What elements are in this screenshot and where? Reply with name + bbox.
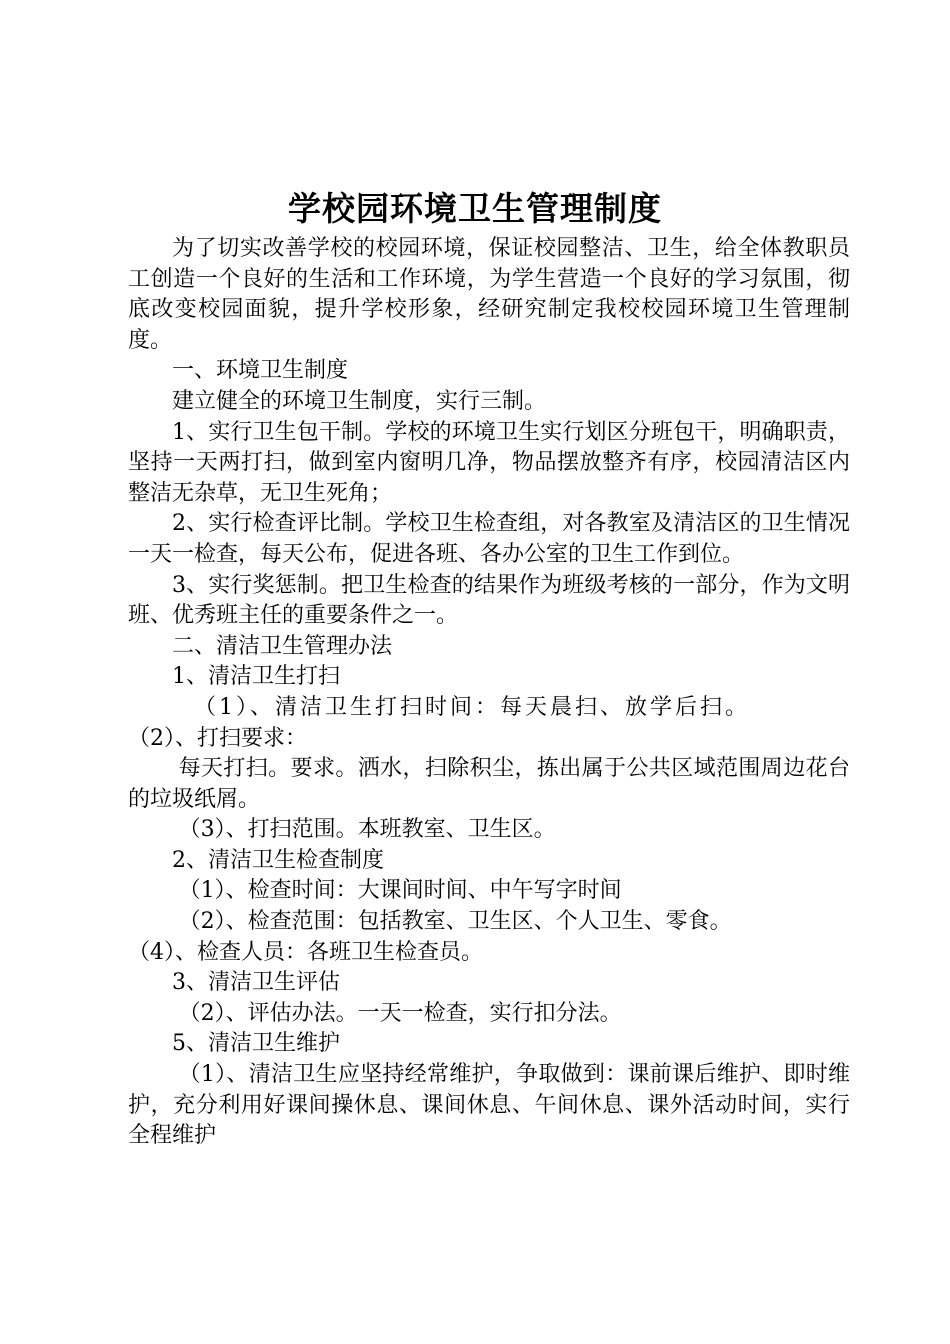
paragraph: （2）、检查范围：包括教室、卫生区、个人卫生、零食。 xyxy=(178,909,732,935)
paragraph: （2）、评估办法。一天一检查，实行扣分法。 xyxy=(178,1000,622,1026)
paragraph-item-2: 2、实行检查评比制。学校卫生检查组，对各教室及清洁区的卫生情况一天一检查，每天公布，促进各班、各办公室的卫生工作到位。 xyxy=(128,511,850,567)
paragraph: （3）、打扫范围。本班教室、卫生区。 xyxy=(178,817,556,843)
subheading: 1、清洁卫生打扫 xyxy=(172,664,340,690)
document-body xyxy=(128,234,850,1152)
subheading: 2、清洁卫生检查制度 xyxy=(172,847,384,873)
paragraph-intro: 为了切实改善学校的校园环境，保证校园整洁、卫生，给全体教职员工创造一个良好的生活和工作环境，为学生营造一个良好的学习氛围，彻底改变校园面貌，提升学校形象，经研究制定我校校园环境卫生管理制度。 xyxy=(128,236,850,353)
paragraph: （1）、清洁卫生打扫时间：每天晨扫、放学后扫。 xyxy=(194,694,750,720)
subheading: 5、清洁卫生维护 xyxy=(172,1031,340,1057)
paragraph-item-3: 3、实行奖惩制。把卫生检查的结果作为班级考核的一部分，作为文明班、优秀班主任的重要条件之一。 xyxy=(128,572,850,629)
paragraph: （4）、检查人员：各班卫生检查员。 xyxy=(128,939,483,965)
paragraph: （1）、清洁卫生应坚持经常维护，争取做到：课前课后维护、即时维护，充分利用好课间操休息、课间休息、午间休息、课外活动时间，实行全程维护 xyxy=(128,1062,850,1149)
paragraph: 建立健全的环境卫生制度，实行三制。 xyxy=(172,388,547,414)
document-title: 学校园环境卫生管理制度 xyxy=(288,189,662,228)
subheading: 3、清洁卫生评估 xyxy=(172,970,340,996)
paragraph: （1）、检查时间：大课间时间、中午写字时间 xyxy=(178,878,622,904)
heading-section-1: 一、环境卫生制度 xyxy=(172,358,349,384)
paragraph: （2）、打扫要求： xyxy=(128,725,307,751)
paragraph: 每天打扫。要求。洒水，扫除积尘，拣出属于公共区域范围周边花台的垃圾纸屑。 xyxy=(128,756,850,812)
heading-section-2: 二、清洁卫生管理办法 xyxy=(172,633,393,659)
paragraph-item-1: 1、实行卫生包干制。学校的环境卫生实行划区分班包干，明确职责，坚持一天两打扫，做到室内窗明几净，物品摆放整齐有序，校园清洁区内整洁无杂草，无卫生死角； xyxy=(128,419,850,506)
